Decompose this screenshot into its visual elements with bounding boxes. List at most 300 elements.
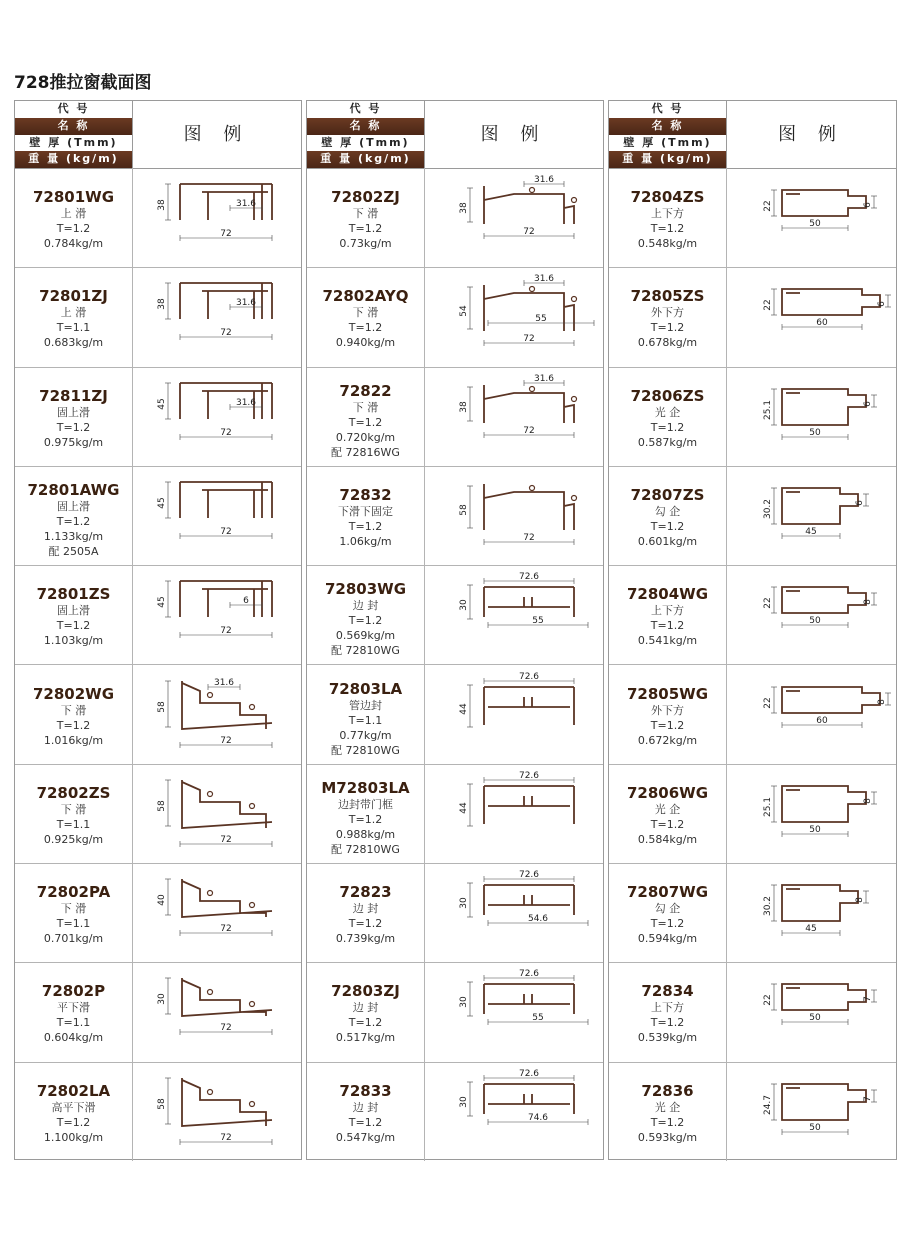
profile-svg — [726, 665, 896, 764]
table-row — [609, 863, 896, 963]
profile-thickness: T=1.2 — [650, 519, 685, 533]
profile-name: 下 滑 — [60, 703, 87, 717]
header-legend: 图 例 — [183, 124, 250, 145]
profile-code: 72823 — [339, 883, 392, 902]
profile-figure — [424, 1062, 603, 1161]
profile-weight: 0.784kg/m — [43, 237, 104, 250]
table-row — [15, 168, 301, 268]
profile-info — [307, 367, 425, 466]
profile-figure — [726, 1062, 896, 1161]
profile-thickness: T=1.2 — [348, 614, 383, 628]
profile-weight: 0.720kg/m — [335, 430, 396, 444]
profile-figure — [132, 267, 301, 366]
profile-drawing — [484, 1084, 574, 1114]
dim-width: 50 — [809, 1013, 821, 1024]
profile-drawing — [782, 786, 866, 822]
profile-thickness: T=1.2 — [650, 619, 685, 633]
profile-name: 下 滑 — [352, 207, 379, 220]
dim-width: 72 — [220, 1023, 232, 1034]
dim-right: 8 — [863, 599, 873, 606]
dim-width: 72 — [220, 626, 232, 637]
profile-drawing — [180, 383, 272, 419]
profile-name: 管边封 — [349, 698, 382, 712]
table-row — [15, 466, 301, 566]
dim-mid: 6 — [243, 596, 249, 607]
profile-svg — [132, 1062, 301, 1161]
profile-name: 高平下滑 — [51, 1100, 96, 1114]
profile-drawing — [182, 978, 272, 1016]
dim-width: 72.6 — [518, 572, 540, 583]
profile-name: 下 滑 — [352, 400, 379, 414]
profile-code: 72804ZS — [630, 188, 705, 206]
profile-thickness: T=1.2 — [650, 420, 685, 434]
dim-height: 44 — [459, 702, 469, 715]
profile-svg — [132, 665, 301, 764]
profile-code: 72801WG — [32, 188, 115, 206]
profile-thickness: T=1.2 — [348, 1016, 383, 1030]
profile-svg — [424, 962, 603, 1061]
profile-code: 72806WG — [626, 783, 709, 802]
table-header — [307, 101, 603, 169]
profile-thickness: T=1.2 — [56, 718, 91, 732]
profile-name: 勾 企 — [654, 902, 681, 916]
profile-svg — [132, 168, 301, 267]
profile-code: 72801ZS — [36, 585, 111, 604]
profile-info — [307, 962, 425, 1061]
dim-width: 72 — [220, 735, 232, 746]
dim-mid: 31.6 — [533, 373, 555, 384]
profile-weight: 0.678kg/m — [637, 336, 698, 350]
profile-thickness: T=1.2 — [56, 1115, 91, 1129]
profile-drawing — [182, 780, 272, 828]
dim-right: 7 — [863, 996, 873, 1003]
header-thickness: 壁 厚 (Tmm) — [307, 135, 424, 152]
profile-figure — [132, 466, 301, 565]
dim-height: 24.7 — [763, 1094, 773, 1115]
dim-width: 72 — [523, 334, 535, 345]
dim-width: 50 — [809, 616, 821, 627]
profile-info — [307, 168, 425, 267]
profile-name: 固上滑 — [57, 405, 90, 419]
profile-code: 72802AYQ — [322, 287, 409, 306]
profile-name: 光 企 — [654, 802, 681, 816]
profile-drawing — [782, 687, 880, 713]
table-row — [307, 168, 603, 268]
profile-figure — [132, 565, 301, 664]
table-row — [307, 962, 603, 1062]
table-row — [15, 665, 301, 765]
profile-figure — [424, 367, 603, 466]
dim-height: 22 — [763, 597, 773, 609]
profile-code: 72802P — [41, 982, 106, 1001]
page-title: 728推拉窗截面图 — [14, 73, 152, 93]
profile-name: 固上滑 — [57, 499, 90, 513]
profile-info — [609, 764, 727, 863]
header-code: 代 号 — [609, 101, 726, 118]
profile-info — [609, 1062, 727, 1161]
profile-svg — [132, 267, 301, 366]
profile-drawing — [782, 289, 880, 315]
profile-svg — [132, 962, 301, 1061]
profile-drawing — [182, 681, 272, 729]
dim-height: 38 — [459, 202, 469, 214]
profile-figure — [726, 267, 896, 366]
profile-thickness: T=1.2 — [650, 817, 685, 831]
dim-mid: 31.6 — [533, 175, 555, 185]
dim-height: 38 — [157, 199, 167, 211]
dim-right: 8 — [855, 897, 865, 903]
profile-thickness: T=1.2 — [650, 222, 685, 235]
dim-base: 74.6 — [527, 1112, 549, 1123]
dim-width: 72.6 — [518, 870, 540, 881]
profile-code: 72832 — [339, 485, 392, 504]
profile-code: 72803LA — [328, 679, 403, 698]
profile-code: 72802ZS — [36, 783, 111, 802]
dim-height: 30.2 — [763, 498, 773, 519]
profile-thickness: T=1.2 — [348, 1115, 383, 1129]
table-header — [15, 101, 301, 169]
profile-code: 72807WG — [626, 883, 709, 902]
profile-drawing — [782, 488, 858, 524]
table-row — [307, 665, 603, 765]
dim-width: 72.6 — [518, 671, 540, 682]
dim-height: 22 — [763, 299, 773, 312]
profile-weight: 1.133kg/m — [43, 529, 104, 543]
profile-info — [15, 962, 133, 1061]
profile-name: 下 滑 — [352, 306, 379, 320]
profile-figure — [424, 466, 603, 565]
dim-mid: 31.6 — [213, 677, 235, 688]
profile-drawing — [484, 587, 574, 617]
profile-weight: 0.569kg/m — [335, 629, 396, 643]
dim-height: 25.1 — [763, 796, 773, 817]
profile-weight: 0.988kg/m — [335, 827, 396, 841]
profile-thickness: T=1.1 — [56, 817, 91, 831]
dim-height: 40 — [157, 894, 167, 906]
profile-weight: 0.73kg/m — [339, 237, 392, 250]
profile-drawing — [484, 186, 574, 224]
table-row — [609, 764, 896, 864]
profile-figure — [424, 665, 603, 764]
profile-drawing — [484, 484, 574, 530]
profile-drawing — [782, 1084, 866, 1120]
dim-height: 38 — [459, 400, 469, 413]
profile-match: 配 72810WG — [331, 644, 400, 658]
profile-thickness: T=1.1 — [56, 917, 91, 931]
profile-svg — [424, 863, 603, 962]
dim-width: 72 — [220, 834, 232, 845]
profile-svg — [132, 565, 301, 664]
profile-svg — [726, 168, 896, 267]
profile-figure — [132, 367, 301, 466]
profile-info — [15, 267, 133, 366]
profile-name: 平下滑 — [57, 1001, 90, 1015]
spec-table-column-3 — [608, 100, 897, 1160]
dim-height: 58 — [157, 800, 167, 812]
profile-thickness: T=1.2 — [56, 222, 91, 235]
profile-info — [307, 565, 425, 664]
table-row — [307, 466, 603, 566]
dim-right: 6 — [863, 400, 873, 407]
profile-info — [609, 962, 727, 1061]
profile-code: 72805WG — [626, 684, 709, 703]
profile-name: 外下方 — [651, 703, 684, 717]
profile-weight: 0.925kg/m — [43, 832, 104, 846]
profile-figure — [726, 466, 896, 565]
dim-width: 60 — [816, 715, 828, 726]
dim-height: 58 — [459, 504, 469, 516]
profile-drawing — [180, 581, 272, 617]
profile-info — [609, 565, 727, 664]
table-row — [609, 962, 896, 1062]
table-row — [307, 367, 603, 467]
dim-height: 30 — [459, 599, 469, 611]
profile-info — [609, 665, 727, 764]
profile-weight: 1.103kg/m — [43, 634, 104, 648]
dim-width: 72 — [220, 427, 232, 438]
profile-info — [307, 764, 425, 863]
profile-code: 72836 — [641, 1081, 694, 1100]
profile-svg — [726, 764, 896, 863]
dim-width: 72.6 — [518, 969, 540, 980]
profile-thickness: T=1.2 — [56, 619, 91, 633]
profile-code: 72802LA — [36, 1081, 111, 1100]
spec-table-column-2 — [306, 100, 604, 1160]
profile-code: 72802PA — [36, 883, 111, 902]
table-row — [15, 764, 301, 864]
profile-svg — [424, 665, 603, 764]
profile-figure — [132, 665, 301, 764]
profile-drawing — [180, 482, 272, 518]
profile-info — [307, 665, 425, 764]
profile-weight: 0.593kg/m — [637, 1130, 698, 1144]
header-name: 名 称 — [609, 118, 726, 135]
dim-width: 72 — [220, 924, 232, 935]
profile-weight: 1.100kg/m — [43, 1130, 104, 1144]
profile-weight: 0.541kg/m — [637, 634, 698, 648]
profile-svg — [424, 267, 603, 366]
profile-info — [15, 168, 133, 267]
header-weight: 重 量 (kg/m) — [609, 151, 726, 168]
profile-svg — [424, 764, 603, 863]
dim-width: 72 — [523, 227, 535, 237]
dim-base: 55 — [532, 616, 544, 627]
table-row — [15, 565, 301, 665]
dim-height: 25.1 — [763, 399, 773, 420]
profile-drawing — [782, 389, 866, 425]
dim-mid: 31.6 — [533, 274, 555, 285]
profile-drawing — [484, 786, 574, 824]
profile-thickness: T=1.2 — [348, 222, 383, 235]
profile-figure — [726, 863, 896, 962]
profile-svg — [726, 367, 896, 466]
profile-figure — [726, 168, 896, 267]
profile-thickness: T=1.1 — [56, 321, 91, 335]
profile-match: 配 72816WG — [331, 445, 400, 459]
dim-height: 58 — [157, 1097, 167, 1110]
profile-weight: 0.940kg/m — [335, 336, 396, 350]
dim-height: 38 — [157, 298, 167, 311]
profile-code: 72806ZS — [630, 386, 705, 405]
profile-info — [15, 764, 133, 863]
profile-svg — [726, 267, 896, 366]
profile-figure — [726, 565, 896, 664]
table-row — [609, 1062, 896, 1161]
profile-info — [609, 168, 727, 267]
profile-drawing — [484, 687, 574, 725]
profile-weight: 0.77kg/m — [339, 728, 392, 742]
header-thickness: 壁 厚 (Tmm) — [609, 135, 726, 152]
dim-width: 45 — [805, 924, 817, 935]
profile-code: 72802WG — [32, 684, 115, 703]
profile-drawing — [484, 984, 574, 1014]
profile-code: 72833 — [339, 1081, 392, 1100]
profile-drawing — [782, 885, 858, 921]
dim-width: 72 — [523, 425, 535, 436]
profile-thickness: T=1.2 — [348, 321, 383, 335]
profile-thickness: T=1.2 — [56, 420, 91, 434]
dim-height: 54 — [459, 305, 469, 318]
profile-name: 边 封 — [352, 902, 379, 916]
profile-drawing — [484, 885, 574, 915]
profile-code: 72801AWG — [27, 480, 120, 499]
dim-height: 45 — [157, 497, 167, 509]
table-row — [307, 1062, 603, 1161]
profile-svg — [132, 367, 301, 466]
profile-figure — [132, 764, 301, 863]
profile-svg — [726, 565, 896, 664]
dim-width: 72 — [220, 526, 232, 537]
profile-name: 光 企 — [654, 1100, 681, 1114]
table-row — [15, 267, 301, 367]
profile-info — [15, 863, 133, 962]
dim-width: 50 — [809, 824, 821, 835]
dim-width: 72.6 — [518, 770, 540, 781]
profile-thickness: T=1.2 — [56, 514, 91, 528]
profile-weight: 0.547kg/m — [335, 1130, 396, 1144]
dim-width: 50 — [809, 219, 821, 229]
dim-width: 72 — [523, 532, 535, 543]
profile-figure — [726, 962, 896, 1061]
table-row — [307, 863, 603, 963]
header-code: 代 号 — [15, 101, 132, 118]
profile-figure — [132, 168, 301, 267]
header-weight: 重 量 (kg/m) — [307, 151, 424, 168]
profile-weight: 0.548kg/m — [637, 237, 698, 250]
profile-weight: 0.584kg/m — [637, 832, 698, 846]
header-legend: 图 例 — [778, 124, 844, 145]
dim-height: 30.2 — [763, 896, 773, 917]
profile-info — [15, 565, 133, 664]
header-legend: 图 例 — [480, 124, 547, 145]
header-name: 名 称 — [15, 118, 132, 135]
table-row — [15, 863, 301, 963]
profile-figure — [424, 863, 603, 962]
dim-height: 30 — [459, 1095, 469, 1108]
dim-mid: 31.6 — [235, 397, 257, 408]
profile-info — [15, 1062, 133, 1161]
dim-height: 45 — [157, 397, 167, 410]
profile-weight: 0.601kg/m — [637, 534, 698, 548]
dim-width: 72 — [220, 1132, 232, 1143]
profile-name: 边 封 — [352, 1001, 379, 1015]
profile-figure — [424, 565, 603, 664]
profile-figure — [726, 665, 896, 764]
profile-info — [15, 665, 133, 764]
profile-info — [15, 367, 133, 466]
dim-width: 72.6 — [518, 1068, 540, 1079]
profile-weight: 0.604kg/m — [43, 1031, 104, 1045]
table-row — [609, 367, 896, 467]
dim-base: 55 — [532, 1013, 544, 1024]
profile-svg — [424, 367, 603, 466]
profile-figure — [424, 962, 603, 1061]
table-row — [609, 267, 896, 367]
profile-info — [609, 367, 727, 466]
profile-info — [307, 1062, 425, 1161]
profile-thickness: T=1.2 — [348, 519, 383, 533]
profile-thickness: T=1.1 — [348, 713, 383, 727]
spec-table-column-1 — [14, 100, 302, 1160]
profile-name: 外下方 — [651, 306, 684, 320]
table-row — [609, 565, 896, 665]
profile-code: 72834 — [641, 982, 694, 1001]
profile-info — [307, 267, 425, 366]
profile-weight: 0.672kg/m — [637, 733, 698, 747]
profile-code: M72803LA — [321, 778, 410, 797]
dim-mid: 31.6 — [235, 199, 257, 209]
profile-svg — [424, 168, 603, 267]
profile-svg — [424, 1062, 603, 1161]
profile-thickness: T=1.2 — [348, 415, 383, 429]
table-row — [307, 267, 603, 367]
dim-height: 30 — [157, 993, 167, 1006]
profile-code: 72804WG — [626, 585, 709, 604]
profile-name: 边 封 — [352, 599, 379, 613]
profile-figure — [726, 764, 896, 863]
profile-info — [609, 863, 727, 962]
profile-name: 勾 企 — [654, 504, 681, 518]
dim-height: 30 — [459, 996, 469, 1009]
profile-weight: 0.517kg/m — [335, 1031, 396, 1045]
dim-height: 22 — [763, 994, 773, 1007]
profile-thickness: T=1.2 — [650, 718, 685, 732]
header-thickness: 壁 厚 (Tmm) — [15, 135, 132, 152]
profile-svg — [726, 466, 896, 565]
profile-code: 72803ZJ — [331, 982, 400, 1001]
dim-height: 22 — [763, 696, 773, 709]
profile-drawing — [484, 285, 574, 331]
dim-width: 50 — [809, 1122, 821, 1133]
dim-right: 7 — [863, 1095, 873, 1102]
profile-svg — [132, 863, 301, 962]
profile-name: 下滑下固定 — [338, 504, 393, 518]
profile-figure — [424, 764, 603, 863]
table-row — [15, 1062, 301, 1161]
profile-thickness: T=1.2 — [348, 812, 383, 826]
profile-name: 下 滑 — [60, 902, 87, 916]
profile-drawing — [182, 879, 272, 917]
dim-width: 50 — [809, 427, 821, 438]
profile-drawing — [782, 190, 866, 216]
dim-base: 55 — [535, 314, 547, 325]
profile-name: 下 滑 — [60, 802, 87, 816]
profile-drawing — [782, 587, 866, 613]
profile-weight: 0.587kg/m — [637, 435, 698, 449]
table-row — [307, 764, 603, 864]
profile-drawing — [782, 984, 866, 1010]
profile-svg — [726, 863, 896, 962]
